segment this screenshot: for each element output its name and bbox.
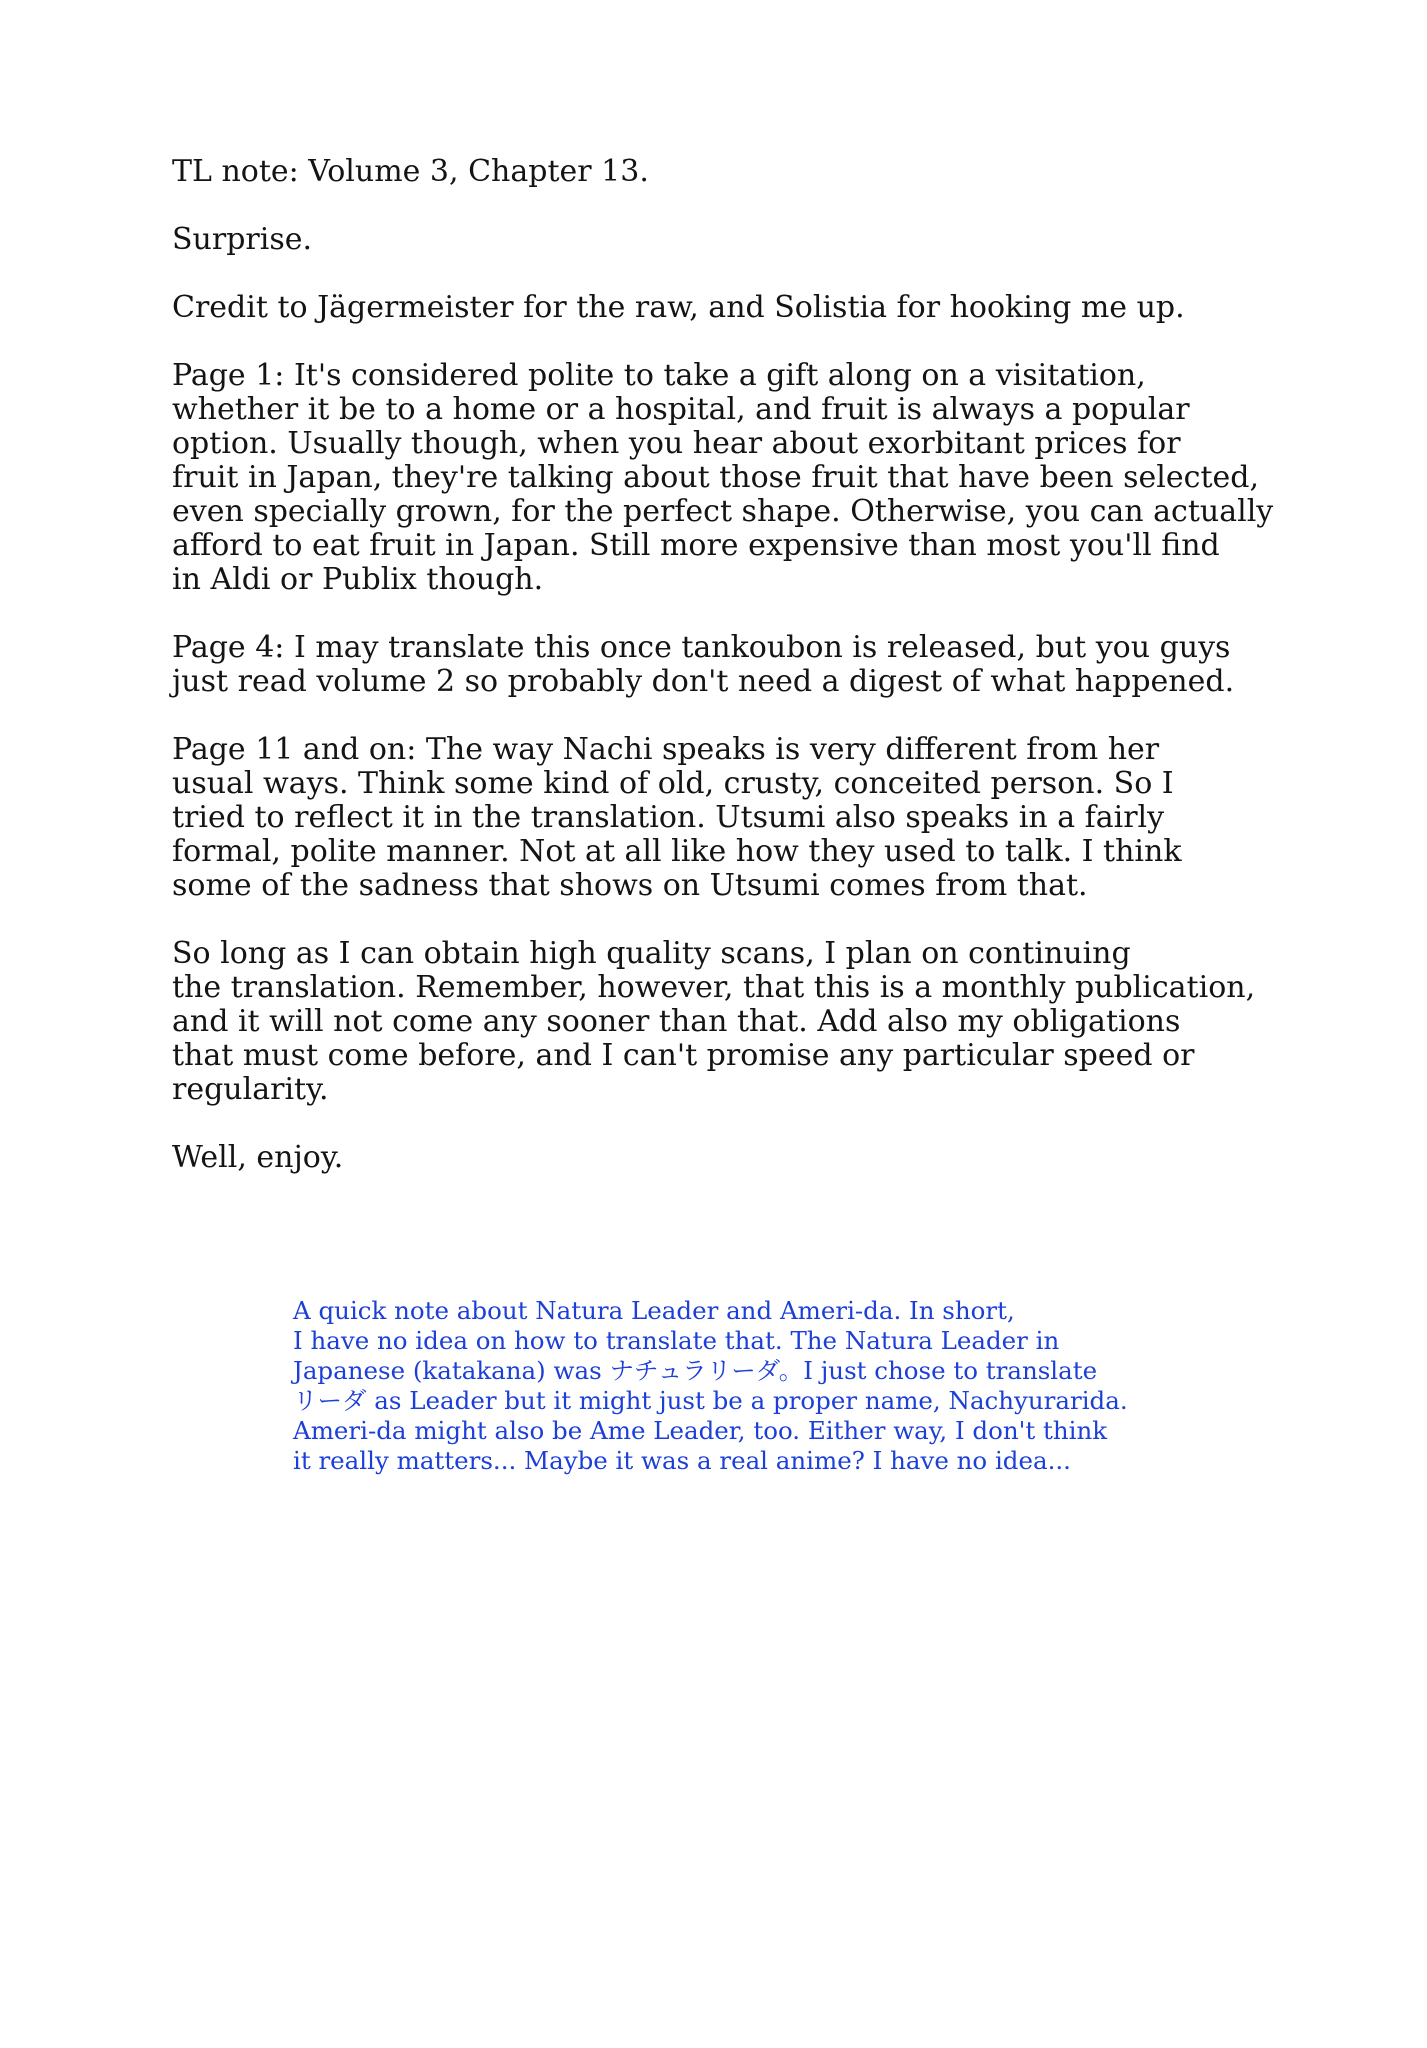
paragraph-schedule: So long as I can obtain high quality scans, I plan on continuing the translation. Remember, however, that this is a monthly publication, and it will not come any sooner than that. Add also my obligations that must come before, and I can't promise any particular speed or regularity. — [172, 936, 1256, 1107]
paragraph-credits: Credit to Jägermeister for the raw, and Solistia for hooking me up. — [172, 290, 1185, 325]
translator-notes — [172, 155, 1352, 1209]
blue-side-note: A quick note about Natura Leader and Ameri-da. In short, I have no idea on how to translate that. The Natura Leader in Japanese (katakana) was ナチュラリーダ。I just chose to translate リーダ as Leader but it might just be a proper name, Nachyurarida. Ameri-da might also be Ame Leader, too. Either way, I don't think it really matters... Maybe it was a real anime? I have no idea... — [293, 1296, 1128, 1475]
header-line: TL note: Volume 3, Chapter 13. — [172, 154, 649, 189]
paragraph-page-11: Page 11 and on: The way Nachi speaks is very different from her usual ways. Think some kind of old, crusty, conceited person. So I tried to reflect it in the translation. Utsumi also speaks in a fairly formal, polite manner. Not at all like how they used to talk. I think some of the sadness that shows on Utsumi comes from that. — [172, 732, 1182, 903]
paragraph-closing: Well, enjoy. — [172, 1140, 344, 1175]
paragraph-page-4: Page 4: I may translate this once tankoubon is released, but you guys just read volume 2 so probably don't need a digest of what happened. — [172, 630, 1235, 699]
paragraph-page-1: Page 1: It's considered polite to take a gift along on a visitation, whether it be to a home or a hospital, and fruit is always a popular option. Usually though, when you hear about exorbitant prices for fruit in Japan, they're talking about those fruit that have been selected, even specially grown, for the perfect shape. Otherwise, you can actually afford to eat fruit in Japan. Still more expensive than most you'll find in Aldi or Publix though. — [172, 358, 1274, 597]
paragraph-surprise: Surprise. — [172, 222, 313, 257]
